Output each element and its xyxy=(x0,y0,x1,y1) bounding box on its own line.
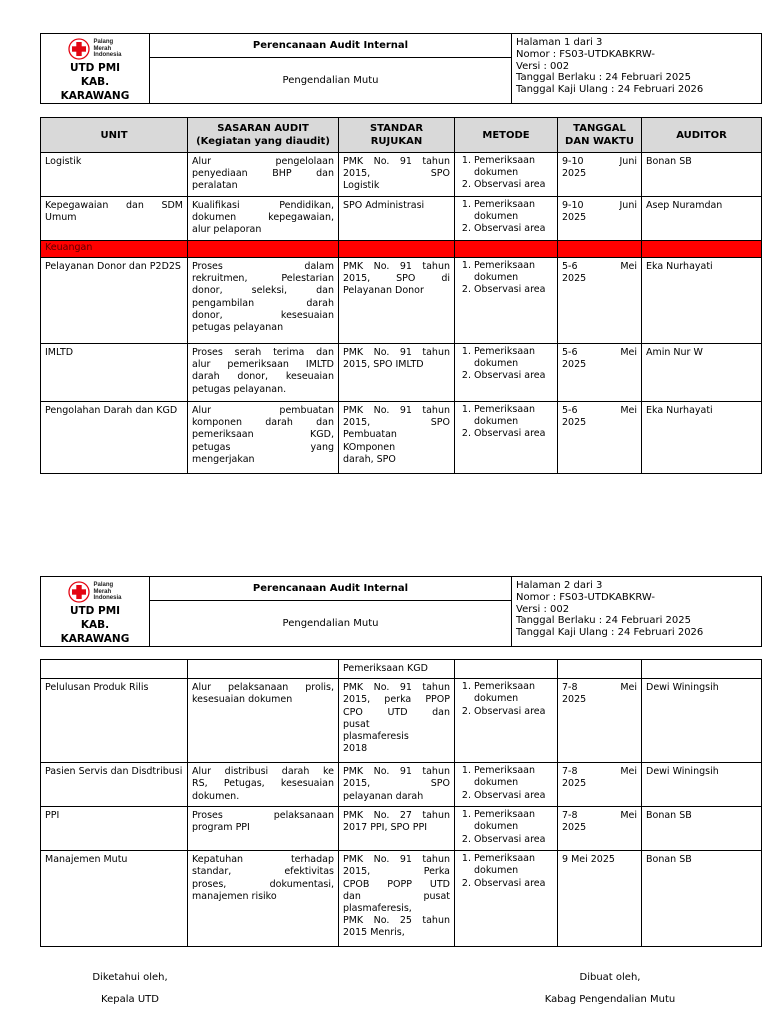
standar-cell: PMK No. 91 tahun 2015, SPO di Pelayanan Donor xyxy=(339,258,455,344)
keuangan-row xyxy=(41,241,762,258)
logo-text-line: Palang xyxy=(93,582,114,589)
org-line: KAB. xyxy=(80,76,110,88)
effective-date: Tanggal Berlaku : 24 Februari 2025 xyxy=(516,72,691,84)
tanggal-cell: 7-8 Mei 2025 xyxy=(558,763,642,807)
sasaran-cell: Alur pembuatan komponen darah dan pemeriksaan KGD, petugas yang mengerjakan xyxy=(188,402,339,474)
unit-cell: Pelayanan Donor dan P2D2S xyxy=(41,258,188,344)
metode-item: 1. Pemeriksaan dokumen xyxy=(474,853,554,877)
auditor-cell: Amin Nur W xyxy=(642,344,762,402)
review-date: Tanggal Kaji Ulang : 24 Februari 2026 xyxy=(516,627,704,639)
sig-left-line1: Diketahui oleh, xyxy=(92,972,168,983)
review-date: Tanggal Kaji Ulang : 24 Februari 2026 xyxy=(516,84,704,96)
auditor-cell: Dewi Winingsih xyxy=(642,763,762,807)
document-header xyxy=(40,576,762,647)
auditor-cell: Eka Nurhayati xyxy=(642,258,762,344)
table-row xyxy=(41,851,762,947)
tanggal-cell: 5-6 Mei 2025 xyxy=(558,258,642,344)
tanggal-cell: 5-6 Mei 2025 xyxy=(558,344,642,402)
metode-item: 2. Observasi area xyxy=(474,179,554,191)
auditor-cell: Eka Nurhayati xyxy=(642,402,762,474)
logo-text-line: Merah xyxy=(93,588,112,595)
metode-item: 2. Observasi area xyxy=(474,370,554,382)
continuation-row xyxy=(41,660,762,679)
effective-date: Tanggal Berlaku : 24 Februari 2025 xyxy=(516,615,691,627)
tanggal-cell: 5-6 Mei 2025 xyxy=(558,402,642,474)
org-cell xyxy=(41,577,150,647)
tanggal-cell: 9-10 Juni 2025 xyxy=(558,197,642,241)
red-cross-icon xyxy=(68,581,90,603)
standar-cell: PMK No. 91 tahun 2015, SPO Logistik xyxy=(339,153,455,197)
metode-item: 2. Observasi area xyxy=(474,790,554,802)
unit-cell: PPI xyxy=(41,807,188,851)
table-row xyxy=(41,402,762,474)
metode-item: 1. Pemeriksaan dokumen xyxy=(474,199,554,223)
sasaran-cell: Kualifikasi Pendidikan, dokumen kepegawaian, alur pelaporan xyxy=(188,197,339,241)
metode-item: 2. Observasi area xyxy=(474,878,554,890)
standar-cell: PMK No. 91 tahun 2015, SPO pelayanan darah xyxy=(339,763,455,807)
metode-item: 1. Pemeriksaan dokumen xyxy=(474,346,554,370)
metode-item: 1. Pemeriksaan dokumen xyxy=(474,155,554,179)
col-standar: STANDAR RUJUKAN xyxy=(339,118,455,153)
metode-cell xyxy=(455,258,558,344)
metode-cell xyxy=(455,807,558,851)
page-number: Halaman 2 dari 3 xyxy=(516,580,603,591)
metode-item: 2. Observasi area xyxy=(474,706,554,718)
col-unit: UNIT xyxy=(41,118,188,153)
document-title: Perencanaan Audit Internal xyxy=(150,577,512,601)
sasaran-cell: Alur pengelolaan penyediaan BHP dan peralatan xyxy=(188,153,339,197)
logo-text-line: Indonesia xyxy=(93,595,122,602)
org-line: KARAWANG xyxy=(60,633,130,645)
sig-right-line1: Dibuat oleh, xyxy=(579,972,641,983)
metode-cell xyxy=(455,344,558,402)
col-sasaran: SASARAN AUDIT (Kegiatan yang diaudit) xyxy=(188,118,339,153)
keuangan-label: Keuangan xyxy=(45,242,93,253)
auditor-cell: Bonan SB xyxy=(642,807,762,851)
metode-item: 2. Observasi area xyxy=(474,834,554,846)
sasaran-cell: Proses pelaksanaan program PPI xyxy=(188,807,339,851)
metode-cell xyxy=(455,153,558,197)
table-row xyxy=(41,679,762,763)
unit-cell: Pengolahan Darah dan KGD xyxy=(41,402,188,474)
org-cell xyxy=(41,34,150,104)
logo-text-line: Indonesia xyxy=(93,52,122,59)
tanggal-cell: 7-8 Mei 2025 xyxy=(558,807,642,851)
document-subtitle: Pengendalian Mutu xyxy=(150,601,512,647)
sasaran-cell: Proses dalam rekruitmen, Pelestarian donor, seleksi, dan pengambilan darah donor, kesesuaian petugas pelayanan xyxy=(188,258,339,344)
standar-cell: PMK No. 91 tahun 2015, Perka CPOB POPP UTD dan pusat plasmaferesis, PMK No. 25 tahun 2015 Menris, xyxy=(339,851,455,947)
table-row xyxy=(41,153,762,197)
unit-cell: Manajemen Mutu xyxy=(41,851,188,947)
tanggal-cell: 9 Mei 2025 xyxy=(558,851,642,947)
document-header xyxy=(40,33,762,104)
doc-version: Versi : 002 xyxy=(516,603,570,615)
metode-item: 2. Observasi area xyxy=(474,284,554,296)
metode-item: 1. Pemeriksaan dokumen xyxy=(474,765,554,789)
org-name xyxy=(41,604,149,646)
standar-cell: PMK No. 91 tahun 2015, perka PPOP CPO UTD dan pusat plasmaferesis 2018 xyxy=(339,679,455,763)
sig-left-line2: Kepala UTD xyxy=(101,994,159,1005)
auditor-cell: Asep Nuramdan xyxy=(642,197,762,241)
doc-number: Nomor : FS03-UTDKABKRW- xyxy=(516,48,655,60)
metode-item: 1. Pemeriksaan dokumen xyxy=(474,404,554,428)
continued-standar: Pemeriksaan KGD xyxy=(339,660,455,679)
org-name xyxy=(41,61,149,103)
pmi-logo xyxy=(41,38,149,60)
standar-cell: PMK No. 91 tahun 2015, SPO Pembuatan KOmponen darah, SPO xyxy=(339,402,455,474)
standar-cell: SPO Administrasi xyxy=(339,197,455,241)
document-meta xyxy=(512,34,762,104)
org-line: UTD PMI xyxy=(69,62,121,74)
auditor-cell: Bonan SB xyxy=(642,851,762,947)
unit-cell: Kepegawaian dan SDM Umum xyxy=(41,197,188,241)
tanggal-cell: 7-8 Mei 2025 xyxy=(558,679,642,763)
doc-number: Nomor : FS03-UTDKABKRW- xyxy=(516,591,655,603)
table-row xyxy=(41,258,762,344)
unit-cell: Pasien Servis dan Disdtribusi xyxy=(41,763,188,807)
metode-item: 2. Observasi area xyxy=(474,223,554,235)
col-tanggal: TANGGAL DAN WAKTU xyxy=(558,118,642,153)
document-title: Perencanaan Audit Internal xyxy=(150,34,512,58)
sasaran-cell: Alur distribusi darah ke RS, Petugas, kesesuaian dokumen. xyxy=(188,763,339,807)
metode-item: 1. Pemeriksaan dokumen xyxy=(474,681,554,705)
audit-table-page-2 xyxy=(40,659,762,947)
page-number: Halaman 1 dari 3 xyxy=(516,37,603,48)
metode-cell xyxy=(455,851,558,947)
signature-left xyxy=(70,967,190,1011)
sasaran-cell: Kepatuhan terhadap standar, efektivitas proses, dokumentasi, manajemen risiko xyxy=(188,851,339,947)
standar-cell: PMK No. 27 tahun 2017 PPI, SPO PPI xyxy=(339,807,455,851)
table-row xyxy=(41,197,762,241)
signature-right xyxy=(530,967,690,1011)
auditor-cell: Dewi Winingsih xyxy=(642,679,762,763)
tanggal-cell: 9-10 Juni 2025 xyxy=(558,153,642,197)
standar-cell: PMK No. 91 tahun 2015, SPO IMLTD xyxy=(339,344,455,402)
table-row xyxy=(41,763,762,807)
logo-text-line: Palang xyxy=(93,39,114,46)
unit-cell: IMLTD xyxy=(41,344,188,402)
unit-cell: Pelulusan Produk Rilis xyxy=(41,679,188,763)
sasaran-cell: Alur pelaksanaan prolis, kesesuaian dokumen xyxy=(188,679,339,763)
logo-text-line: Merah xyxy=(93,45,112,52)
org-line: KAB. xyxy=(80,619,110,631)
metode-item: 1. Pemeriksaan dokumen xyxy=(474,260,554,284)
doc-version: Versi : 002 xyxy=(516,60,570,72)
document-subtitle: Pengendalian Mutu xyxy=(150,58,512,104)
col-auditor: AUDITOR xyxy=(642,118,762,153)
red-cross-icon xyxy=(68,38,90,60)
metode-cell xyxy=(455,402,558,474)
col-metode: METODE xyxy=(455,118,558,153)
metode-cell xyxy=(455,763,558,807)
unit-cell: Logistik xyxy=(41,153,188,197)
sig-right-line2: Kabag Pengendalian Mutu xyxy=(544,994,676,1005)
metode-item: 2. Observasi area xyxy=(474,428,554,440)
audit-table-page-1 xyxy=(40,117,762,474)
document-meta xyxy=(512,577,762,647)
table-header-row xyxy=(41,118,762,153)
sasaran-cell: Proses serah terima dan alur pemeriksaan IMLTD darah donor, keseuaian petugas pelayanan. xyxy=(188,344,339,402)
table-row xyxy=(41,344,762,402)
auditor-cell: Bonan SB xyxy=(642,153,762,197)
metode-cell xyxy=(455,679,558,763)
table-row xyxy=(41,807,762,851)
org-line: UTD PMI xyxy=(69,605,121,617)
pmi-logo xyxy=(41,581,149,603)
org-line: KARAWANG xyxy=(60,90,130,102)
metode-cell xyxy=(455,197,558,241)
metode-item: 1. Pemeriksaan dokumen xyxy=(474,809,554,833)
